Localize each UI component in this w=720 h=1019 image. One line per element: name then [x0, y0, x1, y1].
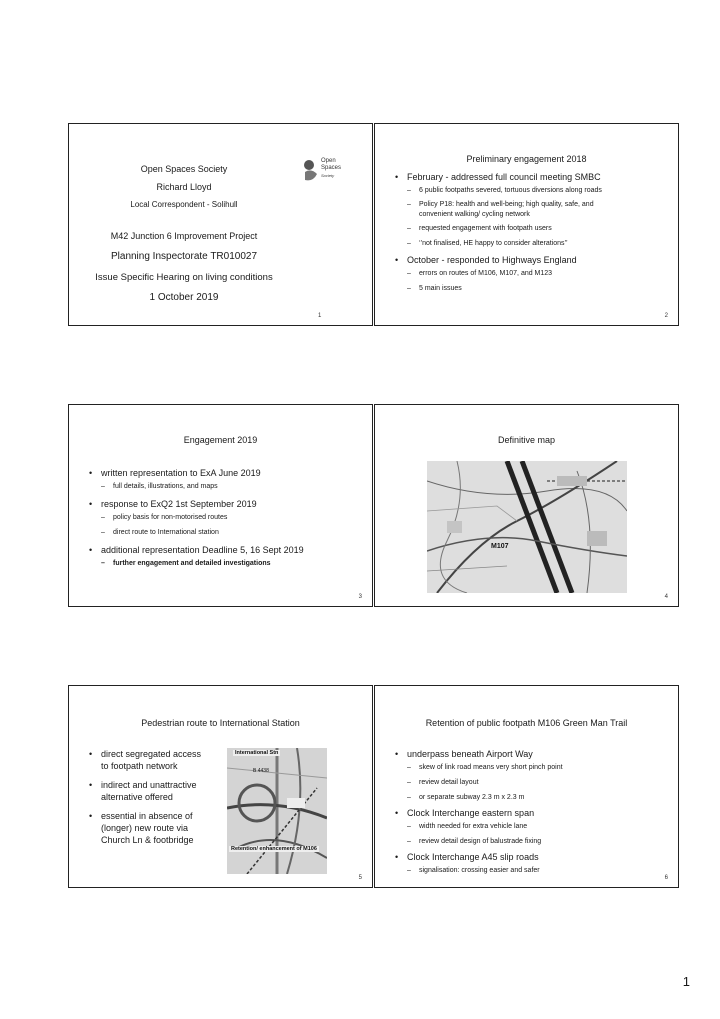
slide-title: Definitive map [497, 435, 556, 445]
org-name: Open Spaces Society [140, 164, 228, 174]
slide-title: Preliminary engagement 2018 [466, 154, 587, 164]
sub-bullet: – full details, illustrations, and maps [89, 482, 369, 492]
logo-text-society: Society [321, 173, 335, 178]
sub-bullet: – review detail layout [395, 778, 675, 788]
bullet-cont: alternative offered [101, 792, 173, 802]
sub-bullet: – direct route to International station [89, 528, 369, 538]
sub-bullet-cont: convenient walking/ cycling network [419, 211, 530, 218]
slide-4 [374, 404, 679, 607]
logo-text-spaces: Spaces [321, 165, 342, 171]
bullet: • written representation to ExA June 2019 [89, 467, 369, 479]
slide-3 [68, 404, 373, 607]
slide-number: 1 [318, 313, 322, 319]
hearing-title: Issue Specific Hearing on living conditions [95, 272, 273, 283]
sub-bullet: – policy basis for non-motorised routes [89, 513, 369, 523]
slide-number: 2 [664, 313, 668, 319]
map-label-station: International Stn [235, 750, 279, 756]
presenter-role: Local Correspondent - Solihull [130, 200, 238, 209]
map-label-b4438: B 4438 [253, 768, 269, 774]
map-caption: Retention/ enhancement of M106 [231, 846, 317, 852]
bullet: • Clock Interchange A45 slip roads [395, 851, 675, 863]
slide-title: Retention of public footpath M106 Green Man Trail [425, 718, 628, 728]
bullet-cont: Church Ln & footbridge [101, 835, 194, 845]
oss-logo-icon [301, 158, 323, 182]
definitive-map-image [427, 461, 627, 593]
sub-bullet: – ‘’not finalised, HE happy to consider alterations’’ [395, 239, 675, 249]
sub-bullet: – or separate subway 2.3 m x 2.3 m [395, 793, 675, 803]
project-name: M42 Junction 6 Improvement Project [110, 231, 258, 241]
slide-1 [68, 123, 373, 326]
sub-bullet: – further engagement and detailed investigations [89, 559, 369, 569]
sub-bullet: – width needed for extra vehicle lane [395, 822, 675, 832]
bullet: • underpass beneath Airport Way [395, 748, 675, 760]
sub-bullet: – 6 public footpaths severed, tortuous diversions along roads [395, 186, 675, 196]
sub-bullet: – Policy P18: health and well-being; high quality, safe, and [395, 200, 675, 210]
slide-title: Engagement 2019 [183, 435, 258, 445]
slide-5 [68, 685, 373, 888]
bullet: • response to ExQ2 1st September 2019 [89, 498, 369, 510]
slide-number: 3 [358, 594, 362, 600]
slide-title: Pedestrian route to International Station [141, 718, 300, 728]
oss-logo [301, 158, 349, 182]
slide-2 [374, 123, 679, 326]
sub-bullet: – 5 main issues [395, 284, 675, 294]
inspectorate-ref: Planning Inspectorate TR010027 [110, 251, 258, 262]
bullet: • direct segregated access [89, 748, 229, 760]
hearing-date: 1 October 2019 [149, 292, 219, 303]
bullet-cont: to footpath network [101, 761, 178, 771]
sub-bullet: – signalisation: crossing easier and safer [395, 866, 675, 876]
route-map-image [227, 748, 327, 874]
presenter-name: Richard Lloyd [156, 182, 212, 192]
sub-bullet: – skew of link road means very short pinch point [395, 763, 675, 773]
slide-6 [374, 685, 679, 888]
page-number: 1 [682, 974, 690, 989]
bullet: • Clock Interchange eastern span [395, 807, 675, 819]
slide-number: 6 [664, 875, 668, 881]
bullet: • October - responded to Highways England [395, 254, 675, 266]
sub-bullet: – review detail design of balustrade fixing [395, 837, 675, 847]
map-label: M107 [491, 543, 509, 550]
bullet: • essential in absence of [89, 810, 229, 822]
slide-number: 5 [358, 875, 362, 881]
bullet-cont: (longer) new route via [101, 823, 189, 833]
bullet: • indirect and unattractive [89, 779, 229, 791]
bullet: • additional representation Deadline 5, 16 Sept 2019 [89, 544, 369, 556]
bullet: • February - addressed full council meeting SMBC [395, 171, 675, 183]
sub-bullet: – requested engagement with footpath users [395, 224, 675, 234]
slide-number: 4 [664, 594, 668, 600]
sub-bullet: – errors on routes of M106, M107, and M123 [395, 269, 675, 279]
logo-text-open: Open [321, 158, 336, 164]
